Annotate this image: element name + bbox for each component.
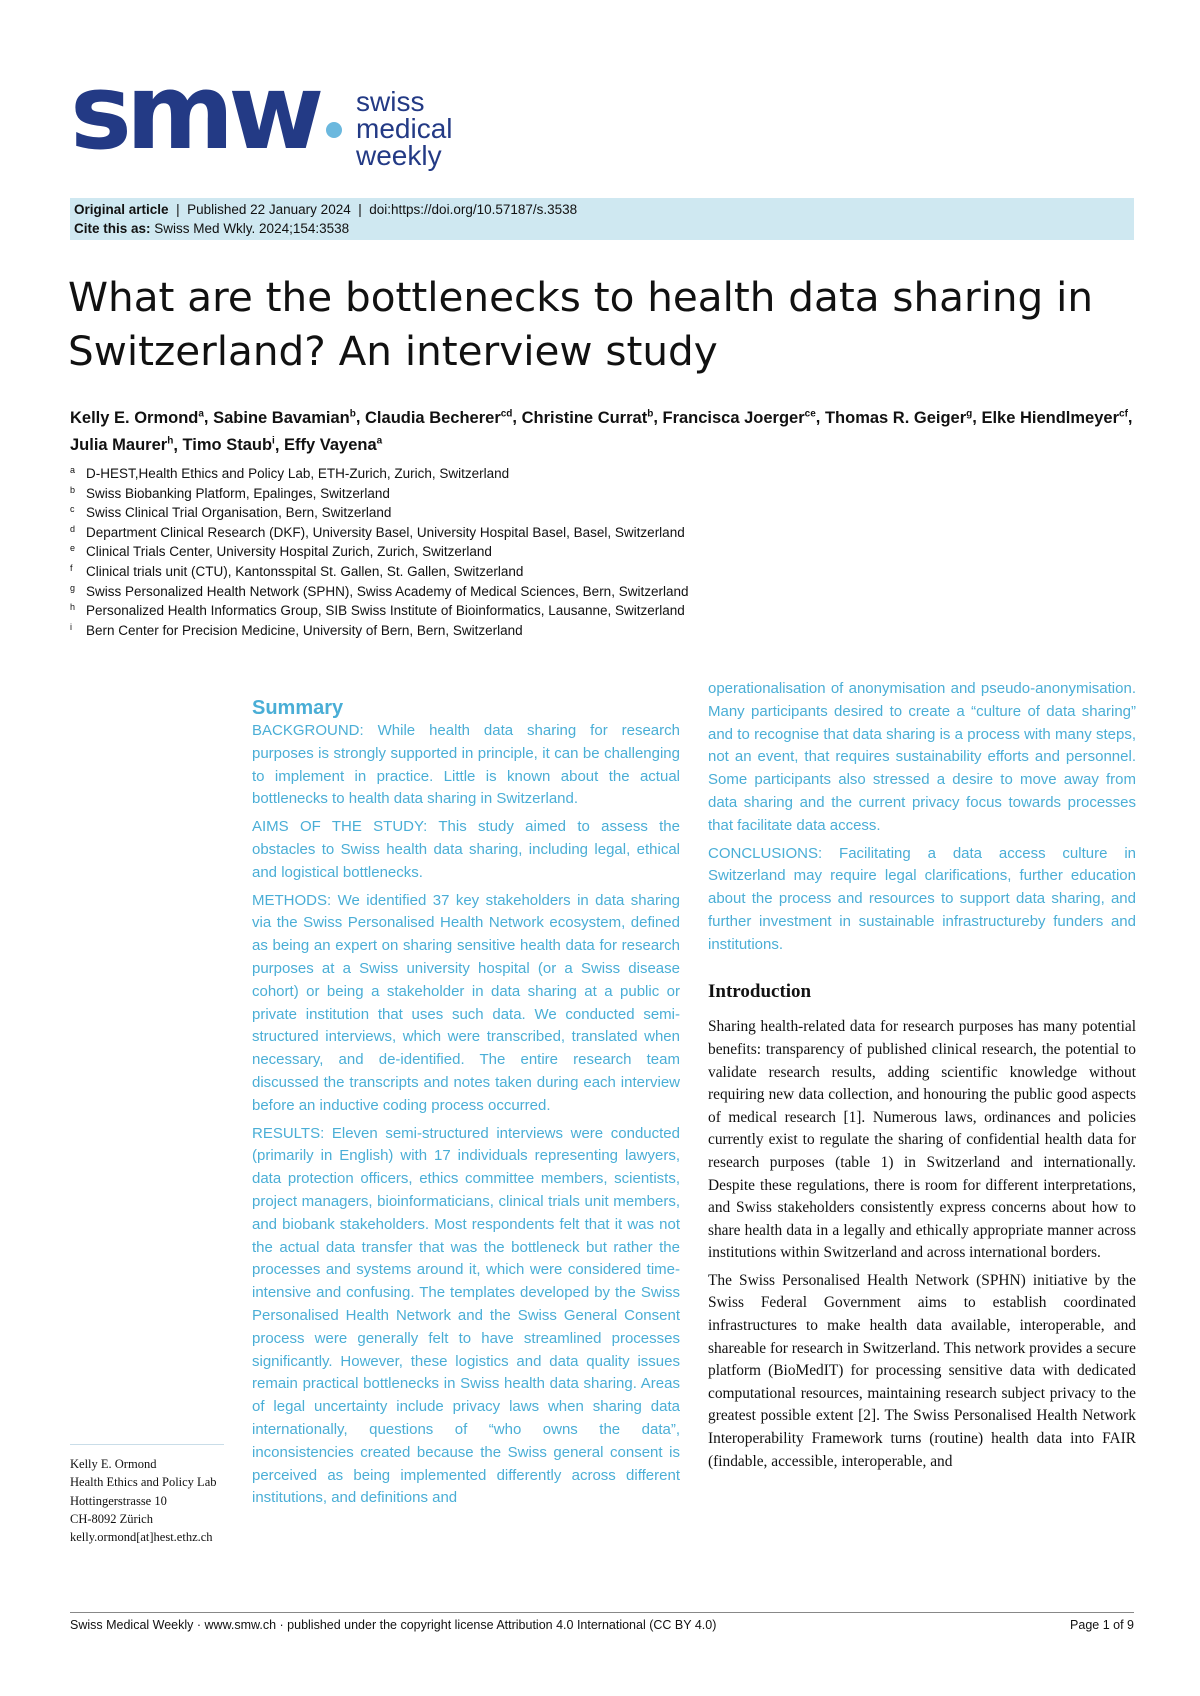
author-name [662,409,815,427]
correspondence-street: Hottingerstrasse 10 [70,1493,167,1508]
affiliation-text: Swiss Biobanking Platform, Epalinges, Switzerland [86,485,390,501]
introduction-paragraph-2: The Swiss Personalised Health Network (SPHN) initiative by the Swiss Federal Government aims to establish coordinated infrastructures to make health data available, interoperable, and shareable for research in Switzerland. This network provides a secure platform (BioMedIT) for processing sensitive data with dedicated computational resources, maintaining research subject privacy to the greatest possible extent [2]. The Swiss Personalised Health Network Interoperability Framework turns (routine) health data into FAIR (findable, accessible, interoperable, and [708,1271,1136,1470]
logo-wordmark [356,88,452,169]
author-name [183,436,275,454]
logo-abbreviation: smw [70,51,319,173]
affiliation-key: b [70,484,76,495]
affiliation-text: Clinical Trials Center, University Hospital Zurich, Zurich, Switzerland [86,544,492,560]
affiliation-key: g [70,582,76,593]
author-name-text: Thomas R. Geiger [824,408,967,427]
affiliation-text: Personalized Health Informatics Group, SIB Swiss Institute of Bioinformatics, Lausanne, Switzerland [86,603,685,619]
author-name-text: Elke Hiendlmeyer [981,408,1120,427]
affiliation-key: a [70,465,76,475]
affiliation-key: c [70,504,75,515]
author-name-text: Kelly E. Ormond [70,408,199,427]
summary-continuation [708,678,1136,957]
doi-link[interactable]: doi:https://doi.org/10.57187/s.3538 [369,202,578,217]
journal-logo [70,51,490,173]
affiliation-item [70,464,970,484]
affiliation-item [70,542,970,562]
article-title: What are the bottlenecks to health data sharing in Switzerland? An interview study [68,273,1094,375]
affiliation-item [70,562,970,582]
correspondence-email[interactable]: kelly.ormond[at]hest.ethz.ch [70,1530,213,1545]
author-affiliation-marker: g [966,408,973,419]
affiliation-key: d [70,523,76,534]
correspondence-block [70,1455,230,1546]
affiliation-item [70,484,970,504]
affiliation-key: f [70,562,73,573]
logo-word-weekly: weekly [356,140,442,171]
affiliation-text: Bern Center for Precision Medicine, University of Bern, Bern, Switzerland [86,622,523,638]
author-affiliation-marker: ce [804,408,816,419]
article-meta-line: Original article | Published 22 January 2024 | doi:https://doi.org/10.57187/s.3538 [74,202,578,217]
author-name-text: Effy Vayena [284,436,377,454]
author-name [70,409,204,427]
author-name [365,409,512,427]
author-affiliation-marker: cf [1119,408,1128,419]
correspondence-name: Kelly E. Ormond [70,1457,157,1471]
author-affiliation-marker: h [167,435,174,447]
summary-conclusions: CONCLUSIONS: Facilitating a data access culture in Switzerland may require legal clarifications, further education about the process and resources to support data sharing, and further investment in sustainable infrastructureby funders and institutions. [708,844,1136,953]
correspondence-divider [70,1444,224,1445]
footer-divider [70,1612,1134,1613]
author-name-text: Timo Staub [182,436,273,454]
affiliation-item [70,621,970,641]
logo-dot-icon [326,122,342,138]
author-name [522,409,654,427]
summary-background: BACKGROUND: While health data sharing for research purposes is strongly supported in principle, it can be challenging to implement in practice. Little is known about the actual bottlenecks to health data sharing in Switzerland. [252,722,680,808]
citation-line [74,219,1130,238]
footer-license: Swiss Medical Weekly · www.smw.ch · published under the copyright license Attribution 4.0 International (CC BY 4.0) [70,1618,717,1632]
logo-word-medical: medical [356,113,453,144]
affiliation-text: Clinical trials unit (CTU), Kantonsspital St. Gallen, St. Gallen, Switzerland [86,563,524,579]
author-name [213,409,356,427]
author-affiliation-marker: b [647,408,654,419]
summary-heading: Summary [252,697,344,719]
author-name-text: Sabine Bavamian [213,408,350,427]
affiliation-list [70,464,970,640]
author-affiliation-marker: i [272,435,275,447]
published-date: Published 22 January 2024 [187,202,351,217]
affiliation-item [70,523,970,543]
affiliation-key: e [70,543,76,554]
author-name [825,409,972,427]
author-affiliation-marker: cd [500,408,513,419]
summary-aims: AIMS OF THE STUDY: This study aimed to assess the obstacles to Swiss health data sharing, including legal, ethical and logistical bottlenecks. [252,818,680,881]
article-info-band [70,198,1134,240]
introduction-paragraph-1: Sharing health-related data for research purposes has many potential benefits: transparency of published clinical research, the potential to validate research results, adding scientific knowledge without requiring new data collection, and honouring the public good aspects of medical research [1]. Numerous laws, ordinances and policies currently exist to regulate the sharing of confidential health data for research purposes (table 1) in Switzerland and internationally. Despite these regulations, there is room for different interpretations, and Swiss stakeholders consistently express concerns about how to share health data in a legally and ethically appropriate manner across institutions within Switzerland and across international borders. [708,1018,1136,1262]
cite-text: Swiss Med Wkly. 2024;154:3538 [154,221,350,236]
right-column [708,678,1136,1478]
affiliation-item [70,582,970,602]
author-name-text: Christine Currat [521,408,648,427]
affiliation-text: Swiss Clinical Trial Organisation, Bern, Switzerland [86,505,392,521]
correspondence-lab: Health Ethics and Policy Lab [70,1475,217,1490]
affiliation-item [70,503,970,523]
author-name [70,436,173,454]
summary-methods: METHODS: We identified 37 key stakeholders in data sharing via the Swiss Personalised Health Network ecosystem, defined as being an expert on sharing sensitive health data for research purposes at a Swiss university hospital (or a Swiss disease cohort) or being a stakeholder in data sharing at a public or private institution that uses such data. We conducted semi-structured interviews, which were transcribed, translated when necessary, and de-identified. The entire research team discussed the transcripts and notes taken during each interview before an inductive coding process occurred. [252,891,680,1114]
cite-label: Cite this as: [74,221,151,236]
author-affiliation-marker: b [349,408,356,419]
article-type: Original article [74,202,169,217]
affiliation-text: Department Clinical Research (DKF), University Basel, University Hospital Basel, Basel, Switzerland [86,524,685,540]
author-list: Kelly E. Ormond$^a$, Sabine Bavamian$^b$, Claudia Becherer$^{cd}$, Christine Currat$^b$, Francisca Joerger$^{ce}$, Thomas R. Geiger$^g$, Elke Hiendlmeyer$^{cf}$, Julia Maurer$^h$, Timo Staub$^i$, Effy Vayena$^a$ [70,408,1133,454]
author-name-text: Claudia Becherer [365,408,501,427]
author-name-text: Julia Maurer [70,436,168,454]
summary-section [252,696,680,1515]
logo-word-swiss: swiss [356,86,425,117]
page-number: Page 1 of 9 [1070,1618,1134,1632]
correspondence-city: CH-8092 Zürich [70,1511,153,1526]
affiliation-text: D-HEST,Health Ethics and Policy Lab, ETH-Zurich, Zurich, Switzerland [86,466,510,481]
affiliation-key: h [70,602,76,613]
affiliation-text: Swiss Personalized Health Network (SPHN), Swiss Academy of Medical Sciences, Bern, Switzerland [86,583,689,599]
author-affiliation-marker: a [376,435,383,447]
author-name [284,436,382,454]
summary-results-continued: operationalisation of anonymisation and pseudo-anonymisation. Many participants desired to create a “culture of data sharing” and to recognise that data sharing is a process with many steps, not an event, that requires sustainability efforts and personnel. Some participants also stressed a desire to move away from data sharing and the current privacy focus towards processes that facilitate data access. [708,680,1136,834]
affiliation-key: i [70,621,72,632]
introduction-heading: Introduction [708,980,812,1002]
author-name [981,409,1127,427]
author-affiliation-marker: a [198,408,204,419]
summary-results: RESULTS: Eleven semi-structured interviews were conducted (primarily in English) with 17 individuals representing lawyers, data protection officers, ethics committee members, scientists, project managers, bioinformaticians, clinical trials unit members, and biobank stakeholders. Most respondents felt that it was not the actual data transfer that was the bottleneck but rather the processes and systems around it, which were considered time-intensive and confusing. The templates developed by the Swiss Personalised Health Network and the Swiss General Consent process were generally felt to have streamlined processes significantly. However, these logistics and data quality issues remain practical bottlenecks in Swiss health data sharing. Areas of legal uncertainty include privacy laws when sharing data internationally, questions of “who owns the data”, inconsistencies created because the Swiss general consent is perceived as being implemented differently across different institutions, and definitions and [252,1124,680,1507]
author-name-text: Francisca Joerger [662,408,805,427]
affiliation-item [70,601,970,621]
